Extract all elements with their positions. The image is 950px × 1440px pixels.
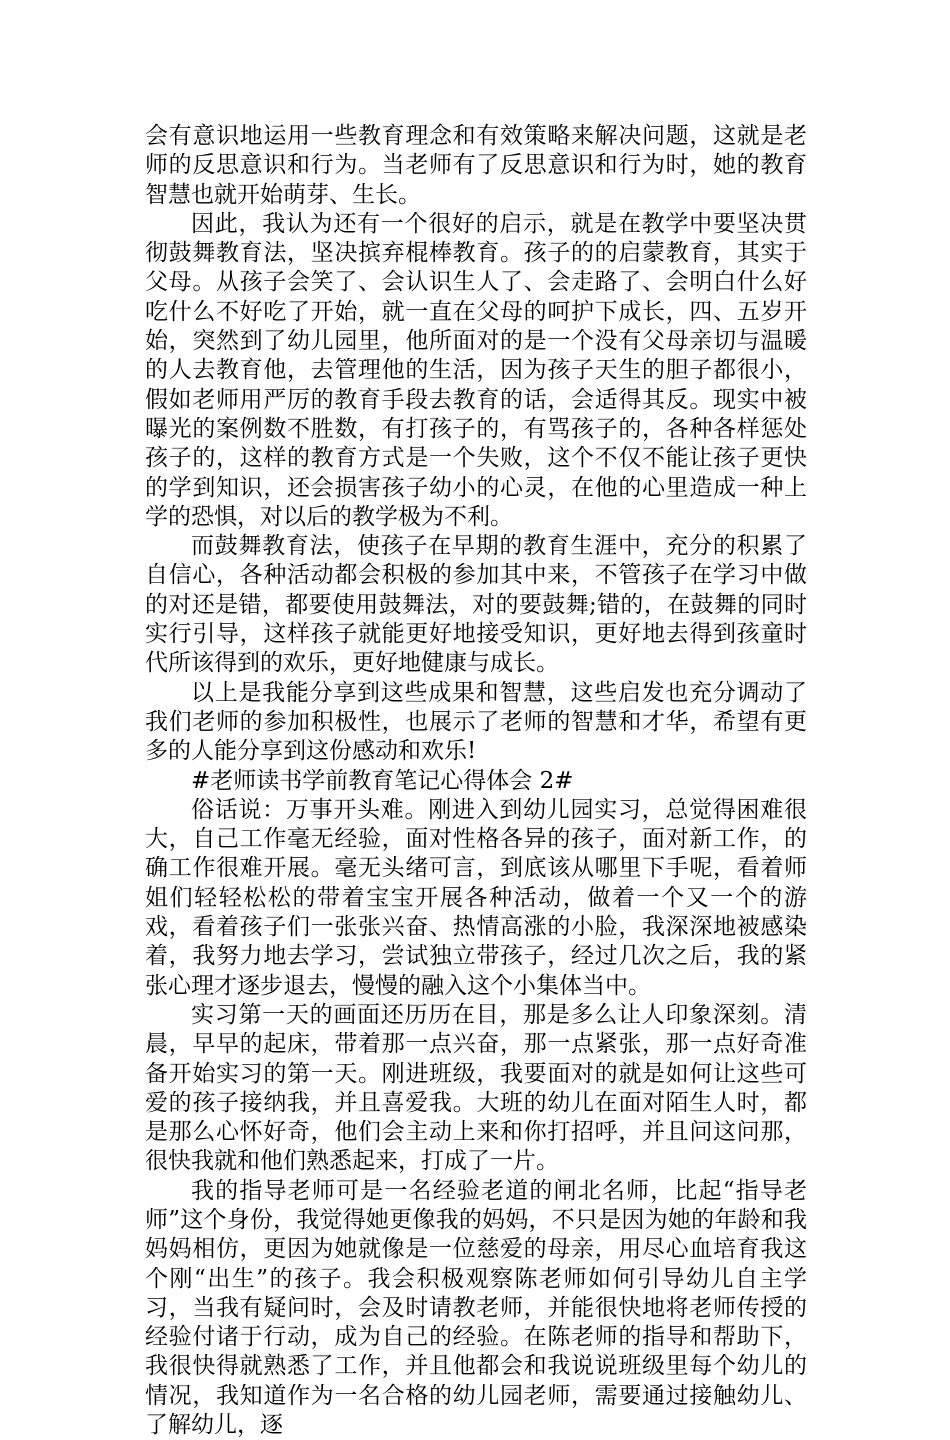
- paragraph-4: 以上是我能分享到这些成果和智慧，这些启发也充分调动了我们老师的参加积极性，也展示了老师的智慧和才华，希望有更多的人能分享到这份感动和欢乐!: [145, 679, 807, 765]
- paragraph-3: 而鼓舞教育法，使孩子在早期的教育生涯中，充分的积累了自信心，各种活动都会积极的参加其中来，不管孩子在学习中做的对还是错，都要使用鼓舞法，对的要鼓舞;错的，在鼓舞的同时实行引导，这样孩子就能更好地接受知识，更好地去得到孩童时代所该得到的欢乐，更好地健康与成长。: [145, 533, 807, 677]
- section-heading: #老师读书学前教育笔记心得体会 2#: [191, 767, 574, 794]
- paragraph-6: 实习第一天的画面还历历在目，那是多么让人印象深刻。清晨，早早的起床，带着那一点兴奋，那一点紧张，那一点好奇准备开始实习的第一天。刚进班级，我要面对的就是如何让这些可爱的孩子接纳我，并且喜爱我。大班的幼儿在面对陌生人时，都是那么心怀好奇，他们会主动上来和你打招呼，并且问这问那，很快我就和他们熟悉起来，打成了一片。: [145, 1001, 807, 1175]
- document-page: [145, 122, 807, 1440]
- paragraph-1: 会有意识地运用一些教育理念和有效策略来解决问题，这就是老师的反思意识和行为。当老师有了反思意识和行为时，她的教育智慧也就开始萌芽、生长。: [145, 123, 807, 208]
- paragraph-5: 俗话说：万事开头难。刚进入到幼儿园实习，总觉得困难很大，自己工作毫无经验，面对性格各异的孩子，面对新工作，的确工作很难开展。毫无头绪可言，到底该从哪里下手呢，看着师姐们轻轻松松的带着宝宝开展各种活动，做着一个又一个的游戏，看着孩子们一张张兴奋、热情高涨的小脸，我深深地被感染着，我努力地去学习，尝试独立带孩子，经过几次之后，我的紧张心理才逐步退去，慢慢的融入这个小集体当中。: [145, 796, 807, 999]
- paragraph-7: 我的指导老师可是一名经验老道的闸北名师，比起“指导老师”这个身份，我觉得她更像我的妈妈，不只是因为她的年龄和我妈妈相仿，更因为她就像是一位慈爱的母亲，用尽心血培育我这个刚“出生”的孩子。我会积极观察陈老师如何引导幼儿自主学习，当我有疑问时，会及时请教老师，并能很快地将老师传授的经验付诸于行动，成为自己的经验。在陈老师的指导和帮助下，我很快得就熟悉了工作，并且他都会和我说说班级里每个幼儿的情况，我知道作为一名合格的幼儿园老师，需要通过接触幼儿、了解幼儿，逐: [145, 1177, 807, 1439]
- paragraph-2: 因此，我认为还有一个很好的启示，就是在教学中要坚决贯彻鼓舞教育法，坚决摈弃棍棒教育。孩子的的启蒙教育，其实于父母。从孩子会笑了、会认识生人了、会走路了、会明白什么好吃什么不好吃了开始，就一直在父母的呵护下成长，四、五岁开始，突然到了幼儿园里，他所面对的是一个没有父母亲切与温暖的人去教育他，去管理他的生活，因为孩子天生的胆子都很小，假如老师用严厉的教育手段去教育的话，会适得其反。现实中被曝光的案例数不胜数，有打孩子的，有骂孩子的，各种各样惩处孩子的，这样的教育方式是一个失败，这个不仅不能让孩子更快的学到知识，还会损害孩子幼小的心灵，在他的心里造成一种上学的恐惧，对以后的教学极为不利。: [145, 210, 807, 530]
